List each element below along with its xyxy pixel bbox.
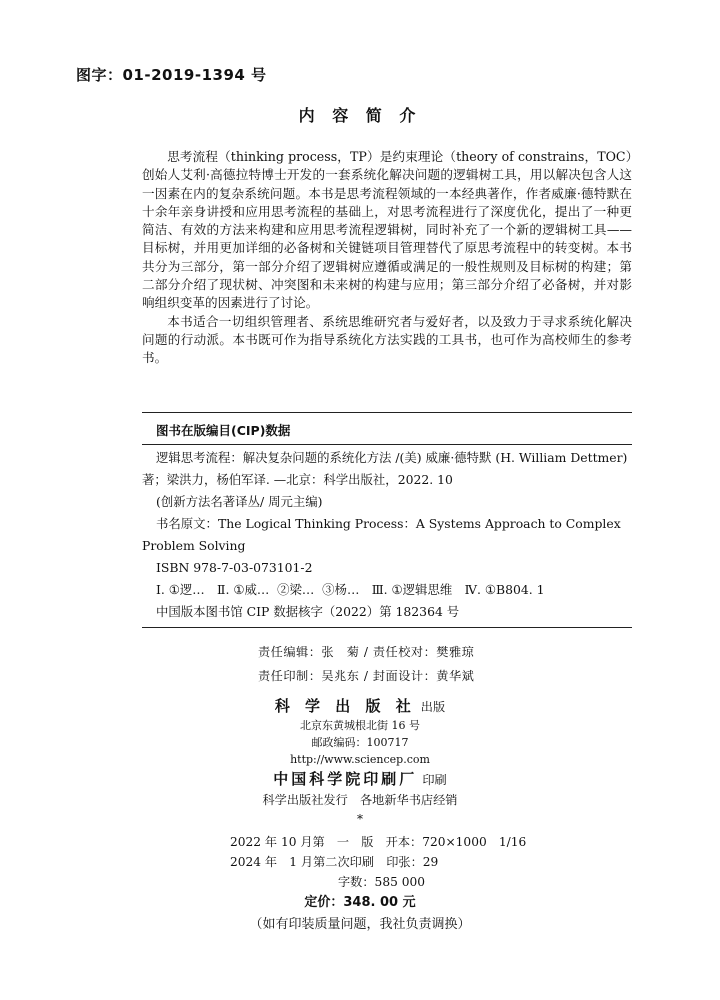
cip-original-title: 书名原文：The Logical Thinking Process：A Systems Approach to Complex Problem Solving bbox=[142, 516, 621, 553]
price-block bbox=[0, 892, 720, 936]
staff-line-2: 责任印制：吴兆东 / 封面设计：黄华斌 bbox=[258, 669, 475, 683]
edition-line-2: 2024 年 1 月第二次印刷 印张：29 bbox=[230, 855, 439, 869]
word-count: 字数：585 000 bbox=[338, 875, 425, 889]
cip-title-line: 逻辑思考流程：解决复杂问题的系统化方法 /(美) 威廉·德特默 (H. William Dettmer) 著；梁洪力，杨伯军译. —北京：科学出版社，2022. 10 bbox=[142, 450, 628, 487]
publisher-url: http://www.sciencep.com bbox=[290, 753, 430, 766]
registration-number: 图字：01-2019-1394 号 bbox=[76, 66, 267, 84]
staff-credits bbox=[258, 640, 474, 688]
separator-star: * bbox=[357, 812, 363, 826]
cip-series-line: (创新方法名著译丛/ 周元主编) bbox=[156, 494, 323, 509]
price: 定价：348. 00 元 bbox=[304, 895, 416, 910]
printer-line bbox=[0, 768, 720, 790]
intro-text bbox=[142, 148, 632, 368]
publisher-line bbox=[0, 695, 720, 717]
printer-name: 中国科学院印刷厂 bbox=[273, 770, 418, 788]
publisher-block bbox=[0, 695, 720, 810]
cip-classification: Ⅰ. ①逻… Ⅱ. ①威… ②梁… ③杨… Ⅲ. ①逻辑思维 Ⅳ. ①B804. 1 bbox=[156, 582, 545, 597]
publisher-address: 北京东黄城根北街 16 号 bbox=[300, 719, 420, 732]
distribution-line: 科学出版社发行 各地新华书店经销 bbox=[262, 793, 458, 807]
cip-block bbox=[142, 412, 632, 628]
cip-bottom-rule bbox=[142, 627, 632, 628]
publisher-suffix: 出版 bbox=[420, 700, 446, 714]
cip-number: 中国版本图书馆 CIP 数据核字（2022）第 182364 号 bbox=[156, 604, 460, 619]
staff-line-1: 责任编辑：张 菊 / 责任校对：樊雅琼 bbox=[258, 645, 475, 659]
intro-title: 内 容 简 介 bbox=[298, 106, 422, 125]
printer-suffix: 印刷 bbox=[422, 773, 447, 787]
intro-paragraph-1: 思考流程（thinking process，TP）是约束理论（theory of constrains，TOC）创始人艾利·高德拉特博士开发的一套系统化解决问题的逻辑树工具，用以解决包含人这一因素在内的复杂系统问题。本书是思考流程领域的一本经典著作，作者威廉·德特默在十余年亲身讲授和应用思考流程的基础上，对思考流程进行了深度优化，提出了一种更简洁、有效的方法来构建和应用思考流程逻辑树，同时补充了一个新的逻辑树工具——目标树，并用更加详细的必备树和关键链项目管理替代了原思考流程中的转变树。本书共分为三部分，第一部分介绍了逻辑树应遵循或满足的一般性规则及目标树的构建；第二部分介绍了现状树、冲突图和未来树的构建与应用；第三部分介绍了必备树，并对影响组织变革的因素进行了讨论。 bbox=[142, 149, 632, 311]
cip-body bbox=[142, 445, 632, 627]
publisher-postcode: 邮政编码：100717 bbox=[311, 736, 409, 749]
edition-line-1: 2022 年 10 月第 一 版 开本：720×1000 1/16 bbox=[230, 835, 527, 849]
cip-isbn: ISBN 978-7-03-073101-2 bbox=[156, 560, 313, 575]
cip-heading: 图书在版编目(CIP)数据 bbox=[156, 423, 291, 438]
edition-block bbox=[230, 832, 526, 892]
quality-notice: （如有印装质量问题，我社负责调换） bbox=[249, 917, 471, 932]
publisher-name: 科 学 出 版 社 bbox=[274, 697, 416, 715]
intro-paragraph-2: 本书适合一切组织管理者、系统思维研究者与爱好者，以及致力于寻求系统化解决问题的行动派。本书既可作为指导系统化方法实践的工具书，也可作为高校师生的参考书。 bbox=[142, 313, 632, 366]
